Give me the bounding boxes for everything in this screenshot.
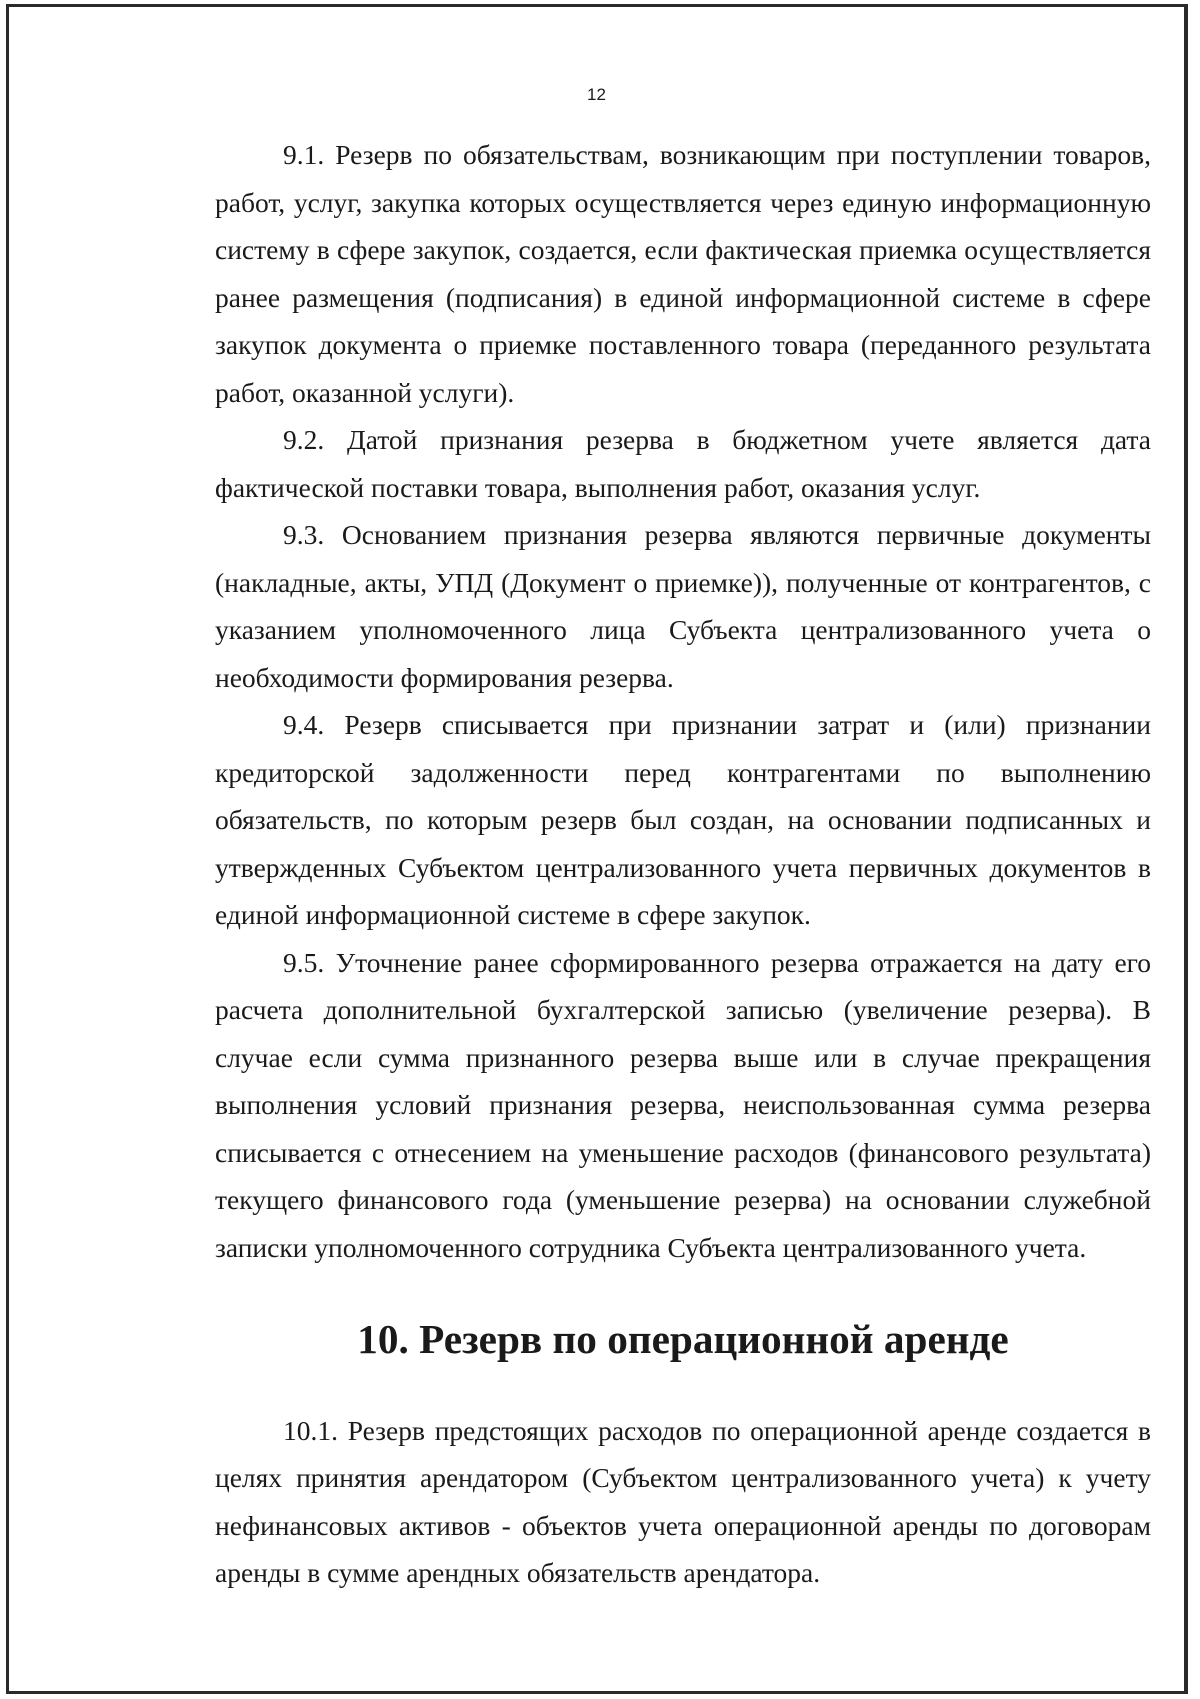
paragraph-9-3: 9.3. Основанием признания резерва являются первичные документы (накладные, акты, УПД (Документ о приемке)), полученные от контрагентов, с указанием уполномоченного лица Субъекта централизованного учета о необходимости формирования резерва. bbox=[215, 519, 1151, 693]
paragraph-9-4: 9.4. Резерв списывается при признании затрат и (или) признании кредиторской задолженности перед контрагентами по выполнению обязательств, по которым резерв был создан, на основании подписанных и утвержденных Субъектом централизованного учета первичных документов в единой информационной системе в сфере закупок. bbox=[215, 709, 1151, 930]
document-page bbox=[6, 4, 1188, 1694]
document-body bbox=[215, 131, 1151, 1597]
paragraph-10-1: 10.1. Резерв предстоящих расходов по операционной аренде создается в целях принятия арендатором (Субъектом централизованного учета) к учету нефинансовых активов - объектов учета операционной аренды по договорам аренды в сумме арендных обязательств арендатора. bbox=[215, 1414, 1151, 1588]
paragraph-9-2: 9.2. Датой признания резерва в бюджетном учете является дата фактической поставки товара, выполнения работ, оказания услуг. bbox=[215, 424, 1151, 503]
paragraph-9-5: 9.5. Уточнение ранее сформированного резерва отражается на дату его расчета дополнительной бухгалтерской записью (увеличение резерва). В случае если сумма признанного резерва выше или в случае прекращения выполнения условий признания резерва, неиспользованная сумма резерва списывается с отнесением на уменьшение расходов (финансового результата) текущего финансового года (уменьшение резерва) на основании служебной записки уполномоченного сотрудника Субъекта централизованного учета. bbox=[215, 946, 1151, 1263]
page-number: 12 bbox=[587, 85, 606, 104]
section-10-heading: 10. Резерв по операционной аренде bbox=[357, 1316, 1009, 1362]
paragraph-9-1: 9.1. Резерв по обязательствам, возникающим при поступлении товаров, работ, услуг, закупка которых осуществляется через единую информационную систему в сфере закупок, создается, если фактическая приемка осуществляется ранее размещения (подписания) в единой информационной системе в сфере закупок документа о приемке поставленного товара (переданного результата работ, оказанной услуги). bbox=[215, 139, 1151, 408]
